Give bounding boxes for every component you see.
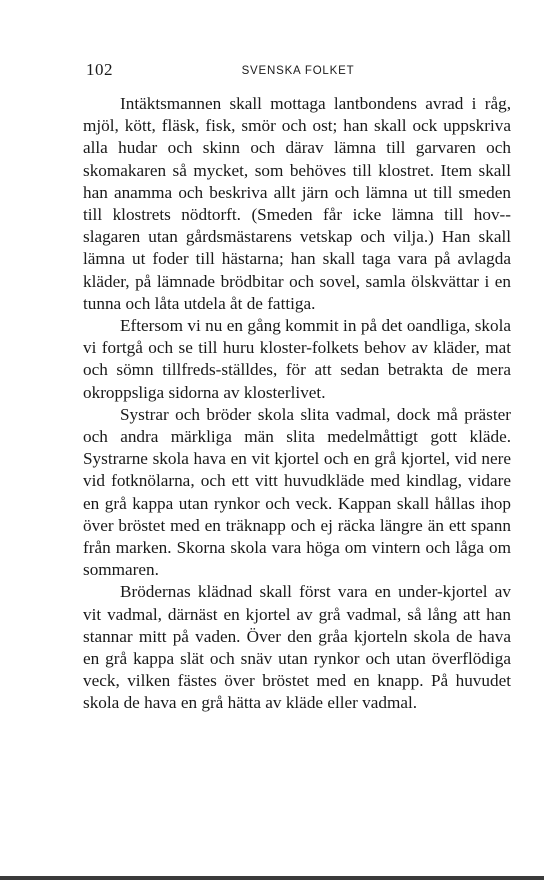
paragraph-sisters-clothing: Systrar och bröder skola slita vadmal, dock må präster och andra märkliga män slita medelmåttigt gott kläde. Systrarne skola hava en vit kjortel och en grå kjortel, vid nere vid fotknölarna, och ett vitt huvudkläde med kindlag, vidare en grå kappa utan rynkor och veck. Kappan skall hållas ihop över bröstet med en träknapp och ej räcka längre än ett spann från marken. Skorna skola vara höga om vintern och låga om sommaren. [83,404,511,580]
page-number: 102 [86,60,113,79]
page-header [86,60,510,82]
running-head: SVENSKA FOLKET [241,65,355,77]
paragraph-transition: Eftersom vi nu en gång kommit in på det oandliga, skola vi fortgå och se till huru kloster-folkets behov av kläder, mat och sömn tillfreds-ställdes, för att sedan betrakta de mera okroppsliga sidorna av klosterlivet. [83,316,511,402]
page-bottom-edge [0,876,544,880]
paragraph-brothers-clothing: Brödernas klädnad skall först vara en under-kjortel av vit vadmal, därnäst en kjortel av grå vadmal, så lång att han stannar mitt på vaden. Över den gråa kjorteln skola de hava en grå kappa slät och snäv utan rynkor och utan överflödiga veck, vilken fästes över bröstet med en knapp. På huvudet skola de hava en grå hätta av kläde eller vadmal. [83,582,511,713]
paragraph-administrator-duties: Intäktsmannen skall mottaga lantbondens avrad i råg, mjöl, kött, fläsk, fisk, smör och ost; han skall ock uppskriva alla hudar och skinn och därav lämna till garvaren och skomakaren så mycket, som behöves till klostret. Item skall han anamma och beskriva allt järn och lämna ut till smeden till klostrets nödtorft. (Smeden får icke lämna till hov-slagaren utan gårdsmästarens vetskap och vilja.) Han skall lämna ut foder till hästarna; han skall taga vara på avlagda kläder, på lämnade brödbitar och sovel, samla ölskvättar i en tunna och låta utdela åt de fattiga. [83,94,511,313]
body-text [83,93,511,715]
